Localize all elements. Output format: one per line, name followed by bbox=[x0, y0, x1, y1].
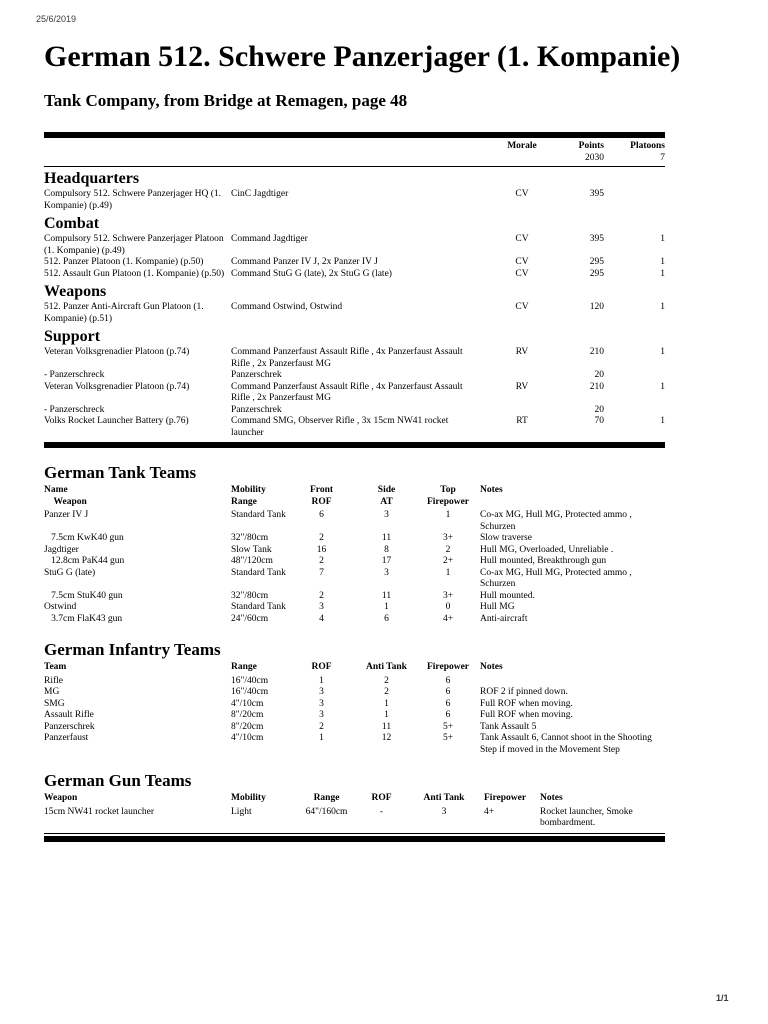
column-header-platoons: Platoons bbox=[630, 141, 665, 151]
unit-points: 120 bbox=[589, 302, 604, 312]
gun-team-row bbox=[44, 807, 665, 830]
unit-points: 395 bbox=[589, 189, 604, 199]
team-firepower: 6 bbox=[445, 698, 451, 709]
team-top-firepower: 1 bbox=[445, 510, 451, 520]
team-name: Rifle bbox=[44, 675, 63, 686]
infantry-team-row bbox=[44, 676, 665, 688]
unit-platoons: 1 bbox=[660, 381, 665, 392]
team-range: 64"/160cm bbox=[305, 806, 348, 817]
unit-name: 512. Panzer Anti-Aircraft Gun Platoon (1. Kompanie) (p.51) bbox=[44, 302, 204, 324]
infantry-team-row bbox=[44, 710, 665, 722]
team-notes: Hull MG, Overloaded, Unreliable . bbox=[480, 544, 614, 555]
roster-row bbox=[44, 405, 665, 417]
unit-morale: CV bbox=[515, 234, 529, 244]
team-notes: Tank Assault 6, Cannot shoot in the Shooting Step if moved in the Movement Step bbox=[480, 733, 652, 755]
column-header-side: Side bbox=[377, 485, 396, 495]
unit-points: 295 bbox=[589, 257, 604, 267]
team-side-at: 3 bbox=[384, 510, 389, 520]
column-header-antitank: Anti Tank bbox=[423, 793, 465, 803]
tank-team-row bbox=[44, 510, 665, 533]
team-top-firepower: 0 bbox=[445, 602, 451, 612]
team-range: 4"/10cm bbox=[231, 733, 264, 743]
roster-row bbox=[44, 302, 665, 325]
roster-total-spacer bbox=[44, 153, 231, 165]
section-heading-support: Support bbox=[44, 328, 101, 345]
team-front-rof: 2 bbox=[319, 590, 324, 601]
unit-points: 20 bbox=[594, 404, 604, 415]
section-rows-headquarters bbox=[44, 189, 665, 212]
team-rof: 3 bbox=[319, 710, 324, 720]
column-header-firepower: Firepower bbox=[484, 793, 527, 803]
unit-morale: CV bbox=[515, 257, 529, 267]
roster-row bbox=[44, 234, 665, 257]
unit-name: 512. Assault Gun Platoon (1. Kompanie) (p.50) bbox=[44, 268, 225, 279]
column-gap bbox=[472, 676, 480, 688]
section-rows-support bbox=[44, 347, 665, 439]
team-mobility-range: Standard Tank bbox=[231, 567, 286, 578]
team-firepower: 6 bbox=[445, 687, 451, 697]
unit-morale: RV bbox=[515, 381, 529, 392]
team-front-rof: 4 bbox=[319, 613, 324, 624]
column-header-antitank: Anti Tank bbox=[366, 662, 407, 672]
column-header-team: Team bbox=[44, 662, 67, 672]
unit-morale: CV bbox=[515, 268, 529, 279]
team-mobility-range: 32"/80cm bbox=[231, 590, 269, 601]
team-name: MG bbox=[44, 687, 60, 697]
unit-equipment: Panzerschrek bbox=[231, 404, 282, 415]
unit-morale: RT bbox=[516, 416, 528, 426]
team-mobility-range: Standard Tank bbox=[231, 602, 286, 612]
unit-equipment: Command Panzerfaust Assault Rifle , 4x Panzerfaust Assault Rifle , 2x Panzerfaust MG bbox=[231, 381, 463, 403]
team-notes: Hull mounted. bbox=[480, 590, 535, 601]
team-rof: 3 bbox=[319, 698, 324, 709]
unit-name: - Panzerschreck bbox=[44, 370, 105, 380]
team-range: 16"/40cm bbox=[231, 675, 269, 686]
team-top-firepower: 4+ bbox=[442, 613, 454, 624]
team-front-rof: 3 bbox=[319, 602, 324, 612]
unit-equipment: Command Panzerfaust Assault Rifle , 4x Panzerfaust Assault Rifle , 2x Panzerfaust MG bbox=[231, 347, 463, 369]
document-subtitle: Tank Company, from Bridge at Remagen, page 48 bbox=[44, 91, 408, 110]
column-header-blank bbox=[480, 497, 665, 509]
column-header-notes: Notes bbox=[480, 662, 503, 672]
section-heading-combat: Combat bbox=[44, 215, 100, 232]
roster-row bbox=[44, 382, 665, 405]
column-header-notes: Notes bbox=[480, 485, 503, 495]
team-antitank: 3 bbox=[441, 806, 447, 817]
infantry-team-row bbox=[44, 699, 665, 711]
unit-platoons bbox=[604, 405, 665, 417]
team-firepower: 4+ bbox=[484, 806, 495, 817]
column-gap bbox=[472, 710, 480, 722]
team-top-firepower: 1 bbox=[445, 567, 451, 578]
column-gap bbox=[472, 602, 480, 614]
team-notes: Slow traverse bbox=[480, 533, 532, 543]
roster-header-spacer bbox=[44, 141, 231, 153]
unit-platoons bbox=[604, 370, 665, 382]
column-gap bbox=[472, 699, 480, 711]
team-antitank: 12 bbox=[381, 733, 392, 743]
tank-team-row bbox=[44, 556, 665, 568]
infantry-teams-title: German Infantry Teams bbox=[44, 640, 221, 659]
roster-header-spacer bbox=[231, 141, 474, 153]
team-antitank: 1 bbox=[384, 698, 389, 709]
team-front-rof: 2 bbox=[319, 533, 324, 543]
unit-equipment: Command Panzer IV J, 2x Panzer IV J bbox=[231, 257, 378, 267]
unit-name: 512. Panzer Platoon (1. Kompanie) (p.50) bbox=[44, 257, 204, 267]
team-range: 16"/40cm bbox=[231, 687, 269, 697]
unit-platoons: 1 bbox=[660, 302, 665, 312]
column-gap bbox=[472, 485, 480, 497]
team-name: Panzer IV J bbox=[44, 510, 89, 520]
tank-team-row bbox=[44, 545, 665, 557]
team-name: SMG bbox=[44, 698, 65, 709]
unit-morale: CV bbox=[515, 189, 529, 199]
infantry-teams-rows bbox=[44, 676, 665, 757]
team-range: 8"/20cm bbox=[231, 721, 264, 732]
team-side-at: 11 bbox=[381, 533, 392, 543]
column-header-range: Range bbox=[231, 662, 257, 672]
tank-teams-header bbox=[44, 485, 665, 508]
team-antitank: 2 bbox=[384, 687, 389, 697]
tank-team-row bbox=[44, 591, 665, 603]
tank-team-row bbox=[44, 568, 665, 591]
column-gap bbox=[472, 510, 480, 533]
column-header-top: Top bbox=[440, 485, 456, 495]
column-header-range: Range bbox=[231, 496, 257, 507]
team-notes: ROF 2 if pinned down. bbox=[480, 687, 568, 697]
roster-total-spacer bbox=[231, 153, 474, 165]
team-top-firepower: 3+ bbox=[442, 590, 454, 601]
column-gap bbox=[472, 497, 480, 509]
team-range: 4"/10cm bbox=[231, 698, 264, 709]
unit-morale: RV bbox=[515, 347, 529, 357]
team-front-rof: 7 bbox=[319, 567, 324, 578]
team-name: Panzerfaust bbox=[44, 733, 89, 743]
roster-row bbox=[44, 257, 665, 269]
team-notes: Hull MG bbox=[480, 602, 515, 612]
team-notes: Tank Assault 5 bbox=[480, 721, 537, 732]
document-page bbox=[44, 40, 681, 842]
team-antitank: 11 bbox=[381, 721, 392, 732]
unit-morale: CV bbox=[515, 302, 529, 312]
column-header-range: Range bbox=[313, 793, 340, 803]
team-name: Assault Rifle bbox=[44, 710, 94, 720]
unit-name: Compulsory 512. Schwere Panzerjager HQ (1. Kompanie) (p.49) bbox=[44, 189, 222, 211]
team-front-rof: 16 bbox=[316, 544, 327, 555]
tank-team-row bbox=[44, 602, 665, 614]
team-top-firepower: 2 bbox=[445, 544, 451, 555]
team-name: 7.5cm StuK40 gun bbox=[44, 590, 123, 601]
column-header-morale: Morale bbox=[507, 141, 537, 151]
team-notes: Rocket launcher, Smoke bombardment. bbox=[540, 806, 633, 828]
total-points: 2030 bbox=[585, 152, 604, 163]
team-name: Panzerschrek bbox=[44, 721, 95, 732]
roster-row bbox=[44, 269, 665, 281]
column-gap bbox=[472, 545, 480, 557]
team-notes: Full ROF when moving. bbox=[480, 698, 573, 709]
team-name: 7.5cm KwK40 gun bbox=[44, 533, 124, 543]
team-side-at: 11 bbox=[381, 590, 392, 601]
team-notes: Co-ax MG, Hull MG, Protected ammo , Schurzen bbox=[480, 510, 632, 532]
team-name: 15cm NW41 rocket launcher bbox=[44, 806, 154, 817]
team-rof: 1 bbox=[319, 733, 324, 743]
roster-row bbox=[44, 370, 665, 382]
infantry-team-row bbox=[44, 722, 665, 734]
column-header-at: AT bbox=[380, 496, 393, 507]
team-front-rof: 2 bbox=[319, 556, 324, 566]
team-rof: 1 bbox=[319, 675, 324, 686]
unit-platoons: 1 bbox=[660, 268, 665, 279]
document-end-rule-bar bbox=[44, 836, 665, 842]
column-header-weapon: Weapon bbox=[44, 793, 78, 803]
column-gap bbox=[472, 556, 480, 568]
unit-equipment: Command Jagdtiger bbox=[231, 234, 308, 244]
team-rof: 3 bbox=[319, 687, 324, 697]
unit-points: 395 bbox=[589, 234, 604, 244]
unit-equipment: Command Ostwind, Ostwind bbox=[231, 302, 343, 312]
unit-morale bbox=[474, 405, 564, 417]
team-top-firepower: 3+ bbox=[442, 533, 454, 543]
unit-points: 210 bbox=[589, 347, 604, 357]
team-name: Ostwind bbox=[44, 602, 77, 612]
team-rof: 2 bbox=[319, 721, 324, 732]
unit-equipment: CinC Jagdtiger bbox=[231, 189, 289, 199]
column-header-rof: ROF bbox=[311, 496, 332, 507]
unit-platoons: 1 bbox=[660, 234, 665, 244]
unit-platoons: 1 bbox=[660, 347, 665, 357]
column-header-notes: Notes bbox=[540, 793, 563, 803]
document-title: German 512. Schwere Panzerjager (1. Kompanie) bbox=[44, 40, 681, 73]
unit-points: 295 bbox=[589, 268, 604, 279]
unit-equipment: Panzerschrek bbox=[231, 370, 282, 380]
total-platoons: 7 bbox=[660, 152, 665, 163]
roster-header bbox=[44, 138, 665, 167]
team-notes bbox=[480, 676, 665, 688]
unit-name: - Panzerschreck bbox=[44, 404, 105, 415]
team-name: 3.7cm FlaK43 gun bbox=[44, 613, 123, 624]
section-rows-weapons bbox=[44, 302, 665, 325]
column-gap bbox=[472, 568, 480, 591]
tank-team-row bbox=[44, 533, 665, 545]
roster-total-spacer bbox=[474, 153, 564, 165]
army-roster-table bbox=[44, 132, 665, 448]
team-rof: - bbox=[379, 806, 384, 817]
team-notes: Hull mounted, Breakthrough gun bbox=[480, 556, 607, 566]
unit-morale bbox=[474, 370, 564, 382]
infantry-teams-header bbox=[44, 662, 665, 674]
team-side-at: 6 bbox=[384, 613, 389, 624]
team-side-at: 3 bbox=[384, 567, 389, 578]
team-firepower: 5+ bbox=[442, 733, 454, 743]
team-top-firepower: 2+ bbox=[442, 556, 454, 566]
column-gap bbox=[472, 687, 480, 699]
column-header-rof: ROF bbox=[311, 662, 332, 672]
team-firepower: 5+ bbox=[442, 721, 454, 732]
print-footer-page-number: 1/1 bbox=[716, 993, 729, 1003]
column-gap bbox=[472, 614, 480, 626]
column-header-weapon: Weapon bbox=[44, 496, 87, 507]
team-mobility-range: 48"/120cm bbox=[231, 556, 273, 566]
team-notes: Co-ax MG, Hull MG, Protected ammo , Schurzen bbox=[480, 567, 632, 589]
team-name: 12.8cm PaK44 gun bbox=[44, 556, 125, 566]
gun-teams-rows bbox=[44, 807, 665, 830]
infantry-team-row bbox=[44, 733, 665, 756]
unit-platoons: 1 bbox=[660, 257, 665, 267]
column-gap bbox=[472, 662, 480, 674]
infantry-team-row bbox=[44, 687, 665, 699]
team-side-at: 17 bbox=[381, 556, 392, 566]
team-range: 8"/20cm bbox=[231, 710, 264, 720]
document-end-rule-thin bbox=[44, 833, 665, 834]
column-header-firepower: Firepower bbox=[426, 662, 470, 672]
roster-row bbox=[44, 416, 665, 439]
column-header-rof: ROF bbox=[371, 793, 392, 803]
unit-points: 20 bbox=[594, 370, 604, 380]
tank-teams-rows bbox=[44, 510, 665, 625]
unit-platoons: 1 bbox=[660, 416, 665, 426]
team-notes: Anti-aircraft bbox=[480, 613, 528, 624]
team-name: Jagdtiger bbox=[44, 544, 79, 555]
team-mobility-range: Slow Tank bbox=[231, 544, 272, 555]
team-antitank: 1 bbox=[384, 710, 389, 720]
unit-points: 70 bbox=[594, 416, 604, 426]
column-gap bbox=[472, 591, 480, 603]
unit-name: Compulsory 512. Schwere Panzerjager Platoon (1. Kompanie) (p.49) bbox=[44, 234, 224, 256]
section-heading-headquarters: Headquarters bbox=[44, 170, 140, 187]
unit-equipment: Command StuG G (late), 2x StuG G (late) bbox=[231, 268, 392, 279]
column-header-firepower: Firepower bbox=[426, 496, 470, 507]
team-notes: Full ROF when moving. bbox=[480, 710, 573, 720]
unit-equipment: Command SMG, Observer Rifle , 3x 15cm NW41 rocket launcher bbox=[231, 416, 449, 438]
unit-name: Veteran Volksgrenadier Platoon (p.74) bbox=[44, 347, 190, 357]
unit-name: Veteran Volksgrenadier Platoon (p.74) bbox=[44, 381, 190, 392]
team-firepower: 6 bbox=[445, 675, 451, 686]
column-header-name: Name bbox=[44, 485, 68, 495]
unit-name: Volks Rocket Launcher Battery (p.76) bbox=[44, 416, 189, 426]
gun-teams-title: German Gun Teams bbox=[44, 771, 192, 790]
unit-platoons bbox=[604, 189, 665, 212]
section-rows-combat bbox=[44, 234, 665, 280]
team-side-at: 8 bbox=[384, 544, 389, 555]
column-header-mobility: Mobility bbox=[231, 485, 266, 495]
team-mobility-range: 32"/80cm bbox=[231, 533, 269, 543]
column-header-mobility: Mobility bbox=[231, 793, 266, 803]
print-header-date: 25/6/2019 bbox=[36, 14, 77, 24]
column-header-front: Front bbox=[309, 485, 334, 495]
team-firepower: 6 bbox=[445, 710, 451, 720]
tank-teams-title: German Tank Teams bbox=[44, 463, 197, 482]
gun-teams-header bbox=[44, 793, 665, 805]
roster-row bbox=[44, 189, 665, 212]
column-header-points: Points bbox=[578, 141, 604, 151]
unit-points: 210 bbox=[589, 381, 604, 392]
team-mobility-range: 24"/60cm bbox=[231, 613, 269, 624]
team-name: StuG G (late) bbox=[44, 567, 96, 578]
team-mobility: Light bbox=[231, 806, 252, 817]
team-antitank: 2 bbox=[384, 675, 389, 686]
team-front-rof: 6 bbox=[319, 510, 324, 520]
column-gap bbox=[472, 722, 480, 734]
tank-team-row bbox=[44, 614, 665, 626]
roster-row bbox=[44, 347, 665, 370]
team-mobility-range: Standard Tank bbox=[231, 510, 286, 520]
column-gap bbox=[472, 533, 480, 545]
section-heading-weapons: Weapons bbox=[44, 283, 107, 300]
team-side-at: 1 bbox=[384, 602, 389, 612]
column-gap bbox=[472, 733, 480, 756]
